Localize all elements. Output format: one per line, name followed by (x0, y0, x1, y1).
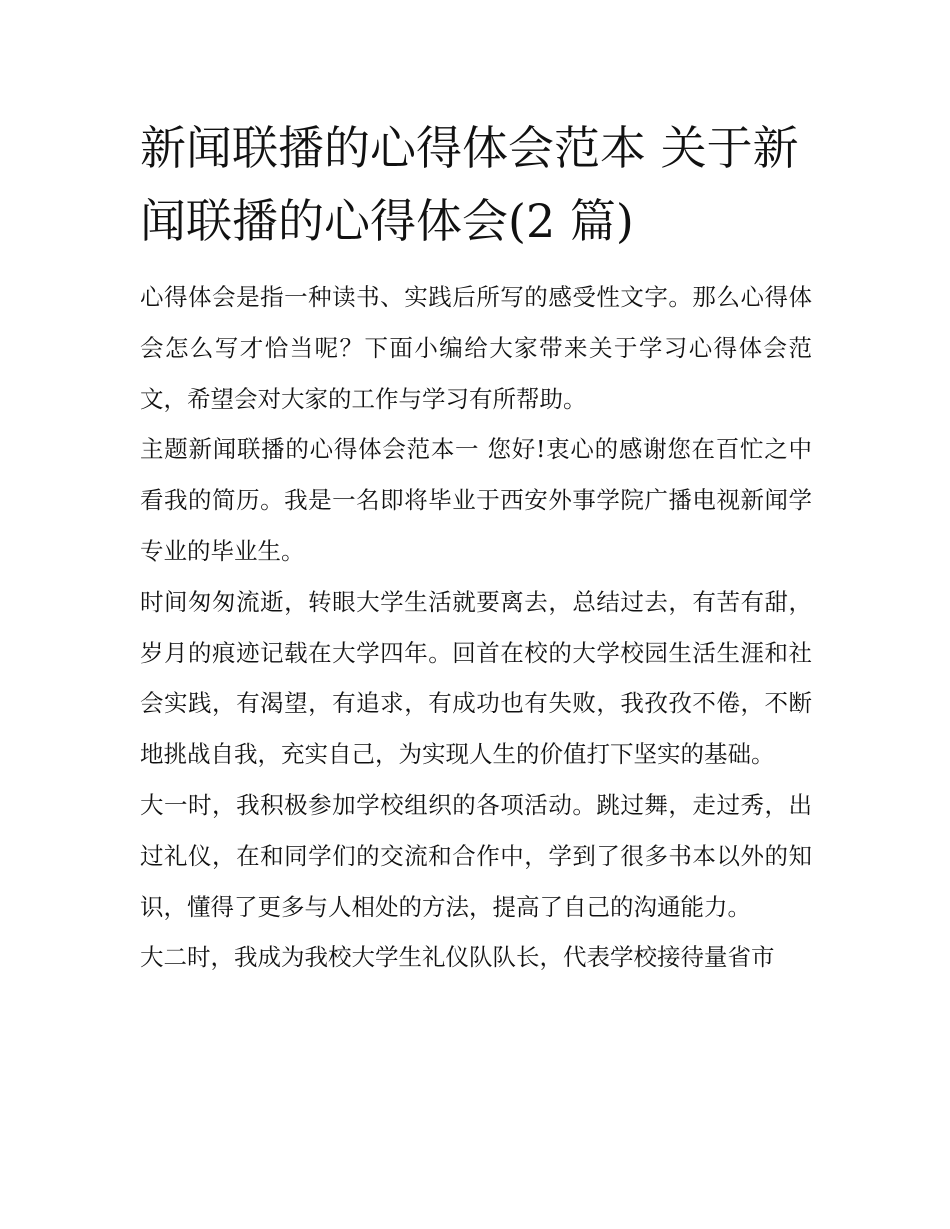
paragraph-sophomore-year: 大二时，我成为我校大学生礼仪队队长，代表学校接待量省市 (140, 943, 775, 972)
document-title: 新闻联播的心得体会范本 关于新闻联播的心得体会(2 篇) (140, 121, 799, 248)
paragraph-reflection: 时间匆匆流逝，转眼大学生活就要离去，总结过去，有苦有甜，岁月的痕迹记载在大学四年。回首在校的大学校园生活生涯和社会实践，有渴望，有追求，有成功也有失败，我孜孜不倦，不断地挑战自我，充实自己，为实现人生的价值打下坚实的基础。 (140, 587, 812, 769)
paragraph-greeting: 主题新闻联播的心得体会范本一 您好!衷心的感谢您在百忙之中看我的简历。我是一名即将毕业于西安外事学院广播电视新闻学专业的毕业生。 (140, 435, 812, 565)
document-page (140, 112, 812, 983)
paragraph-freshman-year: 大一时，我积极参加学校组织的各项活动。跳过舞，走过秀，出过礼仪，在和同学们的交流和合作中，学到了很多书本以外的知识，懂得了更多与人相处的方法，提高了自己的沟通能力。 (140, 790, 812, 921)
paragraph-intro: 心得体会是指一种读书、实践后所写的感受性文字。那么心得体会怎么写才恰当呢？下面小编给大家带来关于学习心得体会范文，希望会对大家的工作与学习有所帮助。 (140, 283, 812, 413)
